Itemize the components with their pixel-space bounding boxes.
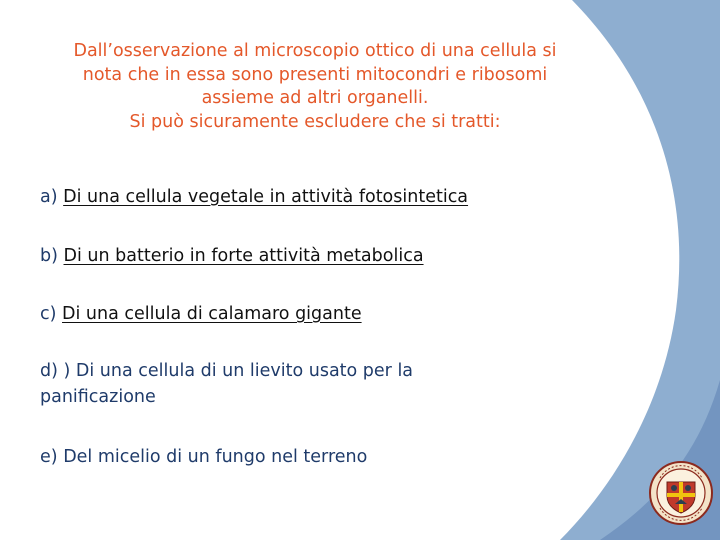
- option-text-line: panificazione: [40, 387, 156, 407]
- option-b[interactable]: [40, 243, 424, 269]
- question-line: Si può sicuramente escludere che si tratti:: [129, 111, 501, 132]
- option-letter: a): [40, 187, 58, 207]
- option-text[interactable]: Di un batterio in forte attività metabolica: [63, 246, 424, 266]
- option-letter: b): [40, 246, 58, 266]
- option-letter: e): [40, 447, 58, 467]
- question-line: Dall’osservazione al microscopio ottico di una cellula si: [73, 41, 557, 61]
- option-c[interactable]: [40, 301, 362, 327]
- option-text[interactable]: Di una cellula vegetale in attività fotosintetica: [63, 187, 469, 207]
- option-text: Del micelio di un fungo nel terreno: [63, 447, 368, 467]
- question-line: nota che in essa sono presenti mitocondri e ribosomi: [82, 64, 548, 85]
- option-letter: d) ): [40, 361, 71, 381]
- option-e[interactable]: [40, 444, 367, 470]
- option-d[interactable]: [40, 358, 413, 410]
- question-text: [30, 40, 600, 134]
- option-text-line: Di una cellula di un lievito usato per la: [75, 361, 414, 381]
- question-line: assieme ad altri organelli.: [201, 88, 429, 108]
- option-text[interactable]: Di una cellula di calamaro gigante: [62, 304, 362, 324]
- option-letter: c): [40, 304, 57, 324]
- option-a[interactable]: [40, 184, 468, 210]
- university-seal-logo: [648, 460, 714, 526]
